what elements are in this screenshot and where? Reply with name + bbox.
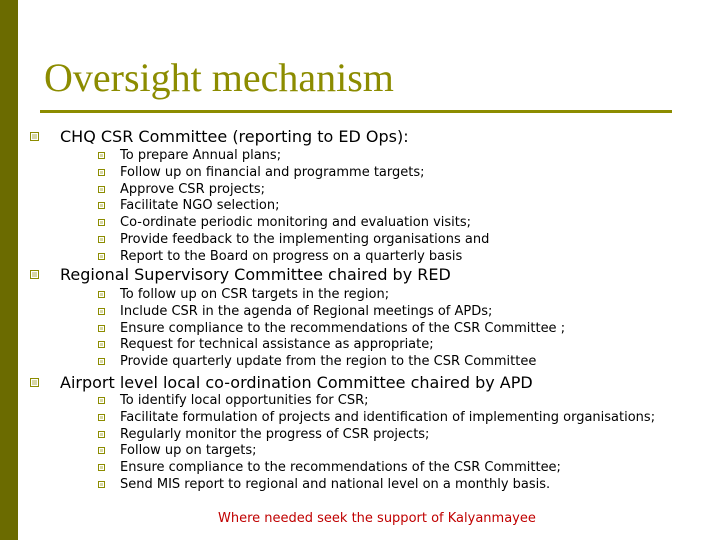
square-bullet-icon xyxy=(98,414,105,421)
square-bullet-icon xyxy=(98,325,105,332)
list-item-text: Follow up on targets; xyxy=(120,443,257,459)
square-bullet-icon xyxy=(98,397,105,404)
list-item-text: To follow up on CSR targets in the region; xyxy=(120,287,390,302)
list-item-text: Provide quarterly update from the region to the CSR Committee xyxy=(120,354,537,370)
list-item-text: Follow up on financial and programme targets; xyxy=(120,164,425,180)
square-bullet-icon xyxy=(98,431,105,438)
list-item-text: Ensure compliance to the recommendations of the CSR Committee; xyxy=(120,460,561,476)
square-bullet-icon xyxy=(30,132,39,141)
list-item-text: Co-ordinate periodic monitoring and evaluation visits; xyxy=(120,215,472,231)
square-bullet-icon xyxy=(98,358,105,365)
square-bullet-icon xyxy=(30,270,39,279)
square-bullet-icon xyxy=(98,308,105,315)
list-item-text: Approve CSR projects; xyxy=(120,181,265,197)
footer-note: Where needed seek the support of Kalyanmayee xyxy=(218,511,536,526)
square-bullet-icon xyxy=(98,447,105,454)
list-item-text: Ensure compliance to the recommendations of the CSR Committee ; xyxy=(120,320,566,336)
section-heading-text: Airport level local co-ordination Committee chaired by APD xyxy=(60,373,533,392)
list-item-text: Facilitate formulation of projects and identification of implementing organisations; xyxy=(120,409,656,425)
list-item-text: Provide feedback to the implementing organisations and xyxy=(120,232,490,247)
square-bullet-icon xyxy=(98,186,105,193)
list-item-text: Include CSR in the agenda of Regional meetings of APDs; xyxy=(120,303,493,319)
square-bullet-icon xyxy=(98,219,105,226)
list-item-text: Request for technical assistance as appropriate; xyxy=(120,337,434,353)
list-item-text: Send MIS report to regional and national level on a monthly basis. xyxy=(120,477,551,492)
square-bullet-icon xyxy=(98,464,105,471)
list-item-text: To prepare Annual plans; xyxy=(120,148,282,163)
square-bullet-icon xyxy=(98,202,105,209)
square-bullet-icon xyxy=(98,291,105,298)
section-heading-text: CHQ CSR Committee (reporting to ED Ops): xyxy=(60,127,409,146)
section-heading-text: Regional Supervisory Committee chaired by RED xyxy=(60,265,451,284)
square-bullet-icon xyxy=(98,152,105,159)
slide-title: Oversight mechanism xyxy=(44,55,394,100)
square-bullet-icon xyxy=(98,341,105,348)
list-item-text: Facilitate NGO selection; xyxy=(120,198,280,214)
square-bullet-icon xyxy=(98,236,105,243)
list-item-text: To identify local opportunities for CSR; xyxy=(120,393,369,408)
list-item-text: Regularly monitor the progress of CSR projects; xyxy=(120,426,430,442)
square-bullet-icon xyxy=(30,378,39,387)
square-bullet-icon xyxy=(98,169,105,176)
square-bullet-icon xyxy=(98,253,105,260)
list-item-text: Report to the Board on progress on a quarterly basis xyxy=(120,248,463,264)
square-bullet-icon xyxy=(98,481,105,488)
